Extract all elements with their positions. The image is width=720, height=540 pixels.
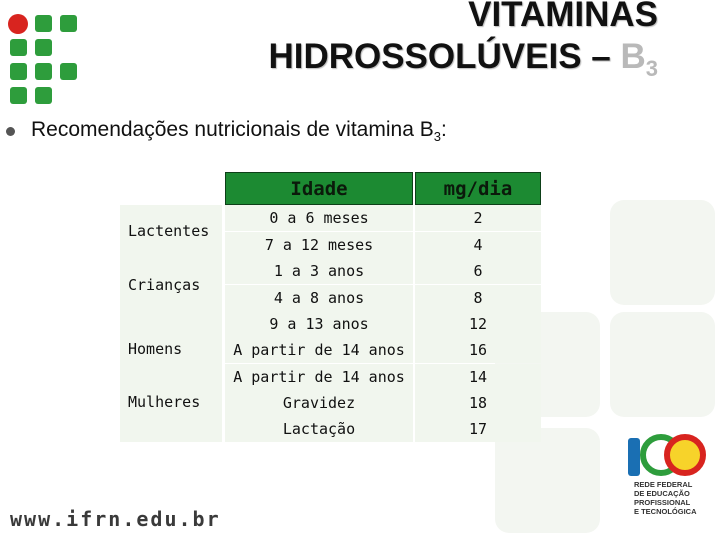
table-cell-age: 1 a 3 anos <box>225 258 413 284</box>
bullet-text: Recomendações nutricionais de vitamina $B_3$: <box>31 118 447 145</box>
badge-caption: REDE FEDERAL DE EDUCAÇÃO PROFISSIONAL E TECNOLÓGICA <box>634 480 697 516</box>
table-cell-dose: 12 <box>415 311 541 337</box>
table-cell-dose: 6 <box>415 258 541 284</box>
rede-federal-100-anos-badge <box>626 432 708 530</box>
table-cell-age: 7 a 12 meses <box>225 232 413 258</box>
table-cell-age: A partir de 14 anos <box>225 337 413 363</box>
badge-zero-right-icon <box>664 434 706 476</box>
table-cell-dose: 2 <box>415 205 541 231</box>
table-cell-dose: 8 <box>415 285 541 311</box>
title-vitamin-symbol: $B_3$ <box>620 37 658 81</box>
title-line-1: VITAMINAS <box>468 0 658 34</box>
badge-one-icon <box>628 438 640 476</box>
group-label-lactentes: Lactentes <box>128 222 210 240</box>
table-cell-dose: 16 <box>415 337 541 363</box>
table-cell-age: Gravidez <box>225 390 413 416</box>
table-cell-age: Lactação <box>225 416 413 442</box>
table-cell-dose: 18 <box>415 390 541 416</box>
table-cell-dose: 14 <box>415 364 541 390</box>
table-cell-dose: 17 <box>415 416 541 442</box>
group-label-mulheres: Mulheres <box>128 393 201 411</box>
footer-url: www.ifrn.edu.br <box>10 507 221 531</box>
table-cell-age: 4 a 8 anos <box>225 285 413 311</box>
title-line-2-main: HIDROSSOLÚVEIS – <box>268 37 621 76</box>
table-cell-age: 9 a 13 anos <box>225 311 413 337</box>
group-label-homens: Homens <box>128 340 183 358</box>
table-cell-age: 0 a 6 meses <box>225 205 413 231</box>
table-cell-age: A partir de 14 anos <box>225 364 413 390</box>
table-header-dose: mg/dia <box>415 172 541 205</box>
table-header-age: Idade <box>225 172 413 205</box>
group-label-criancas: Crianças <box>128 276 201 294</box>
table-cell-dose: 4 <box>415 232 541 258</box>
